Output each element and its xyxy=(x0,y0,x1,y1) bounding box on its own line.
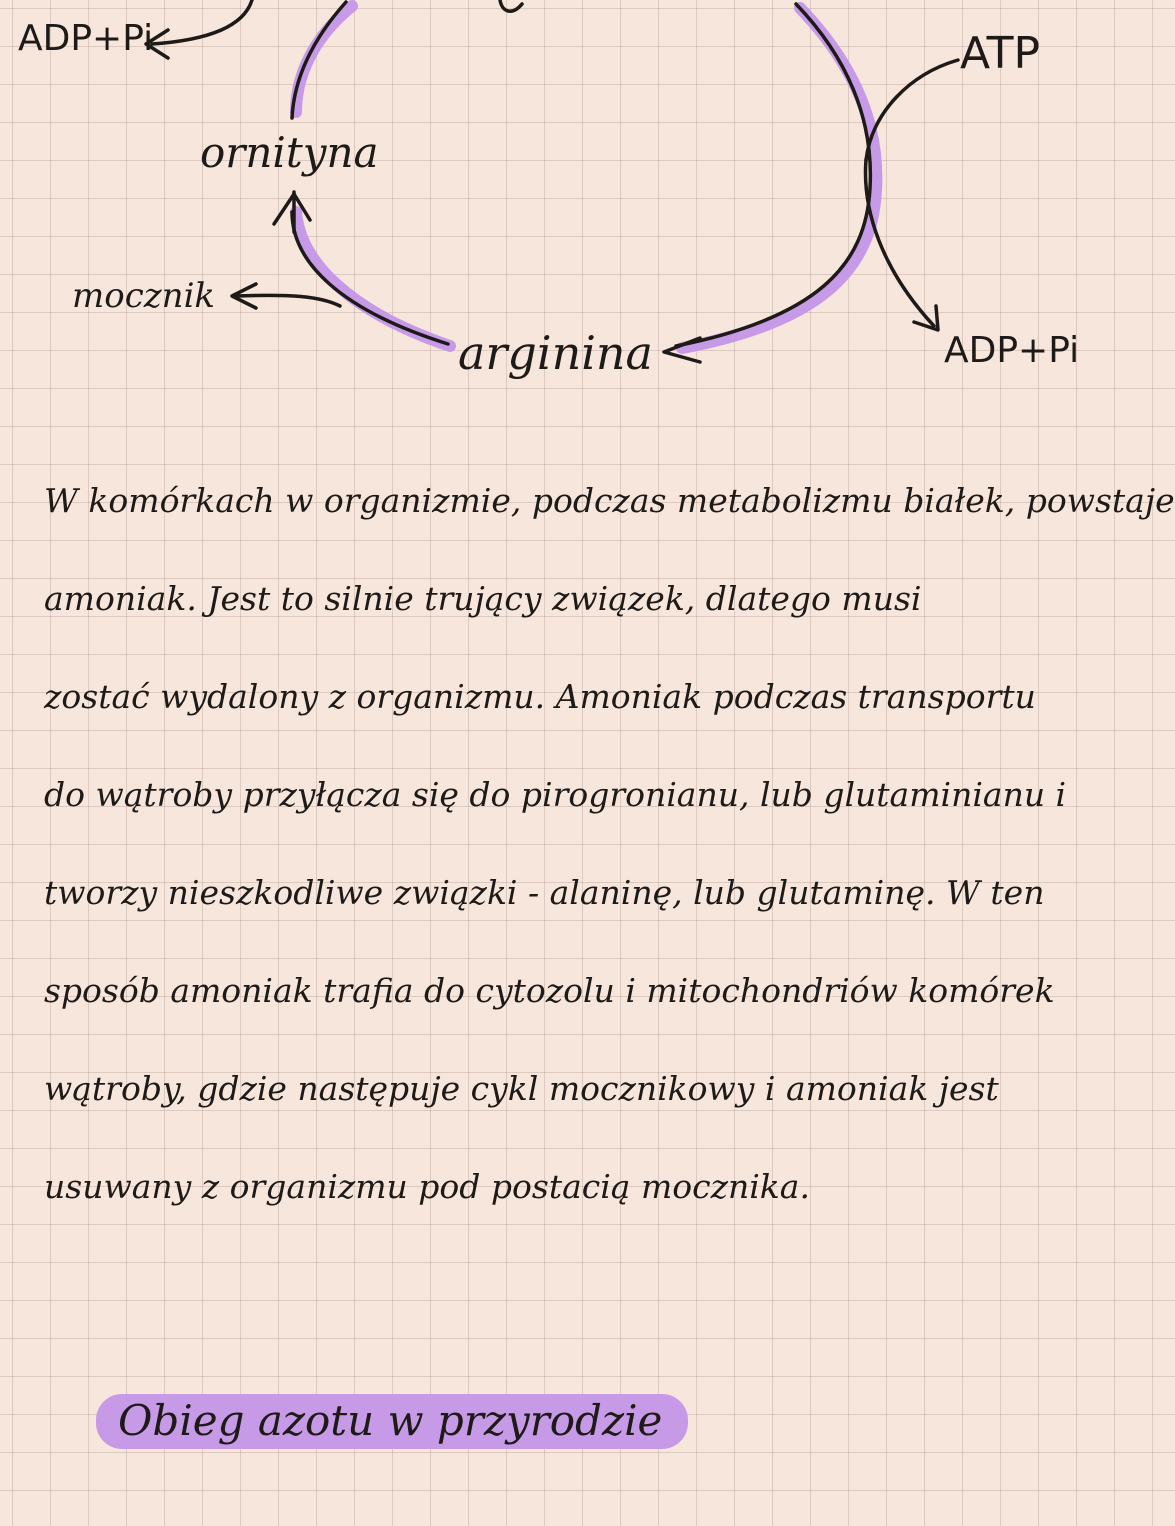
branch-to-adp-top xyxy=(152,0,252,44)
cycle-arc-bottom-left xyxy=(292,212,448,344)
cycle-highlight-bottom-left xyxy=(296,212,450,346)
text-line: amoniak. Jest to silnie trujący związek, dlatego musi xyxy=(44,579,922,618)
text-line: zostać wydalony z organizmu. Amoniak podczas transportu xyxy=(44,677,1036,716)
cycle-highlight-left xyxy=(296,6,352,112)
label-adp-pi-top: ADP+Pi xyxy=(18,18,154,59)
cycle-highlight-right xyxy=(682,8,876,348)
label-mocznik: mocznik xyxy=(72,276,216,316)
urea-cycle-diagram xyxy=(0,0,1080,430)
label-adp-pi-right: ADP+Pi xyxy=(944,330,1080,371)
handwritten-paragraph xyxy=(44,466,1175,1250)
cycle-arc-top-stub xyxy=(500,0,522,11)
text-line: W komórkach w organizmie, podczas metabolizmu białek, powstaje xyxy=(44,481,1175,520)
section-heading: Obieg azotu w przyrodzie xyxy=(96,1394,688,1449)
label-arginina: arginina xyxy=(458,326,653,380)
label-atp: ATP xyxy=(960,28,1041,79)
section-heading-wrap xyxy=(96,1394,688,1449)
text-line: usuwany z organizmu pod postacią mocznika. xyxy=(44,1167,810,1206)
text-line: wątroby, gdzie następuje cykl mocznikowy i amoniak jest xyxy=(44,1069,999,1108)
text-line: tworzy nieszkodliwe związki - alaninę, lub glutaminę. W ten xyxy=(44,873,1045,912)
text-line: sposób amoniak trafia do cytozolu i mitochondriów komórek xyxy=(44,971,1055,1010)
label-ornityna: ornityna xyxy=(200,128,379,177)
text-line: do wątroby przyłącza się do pirogronianu, lub glutaminianu i xyxy=(44,775,1067,814)
